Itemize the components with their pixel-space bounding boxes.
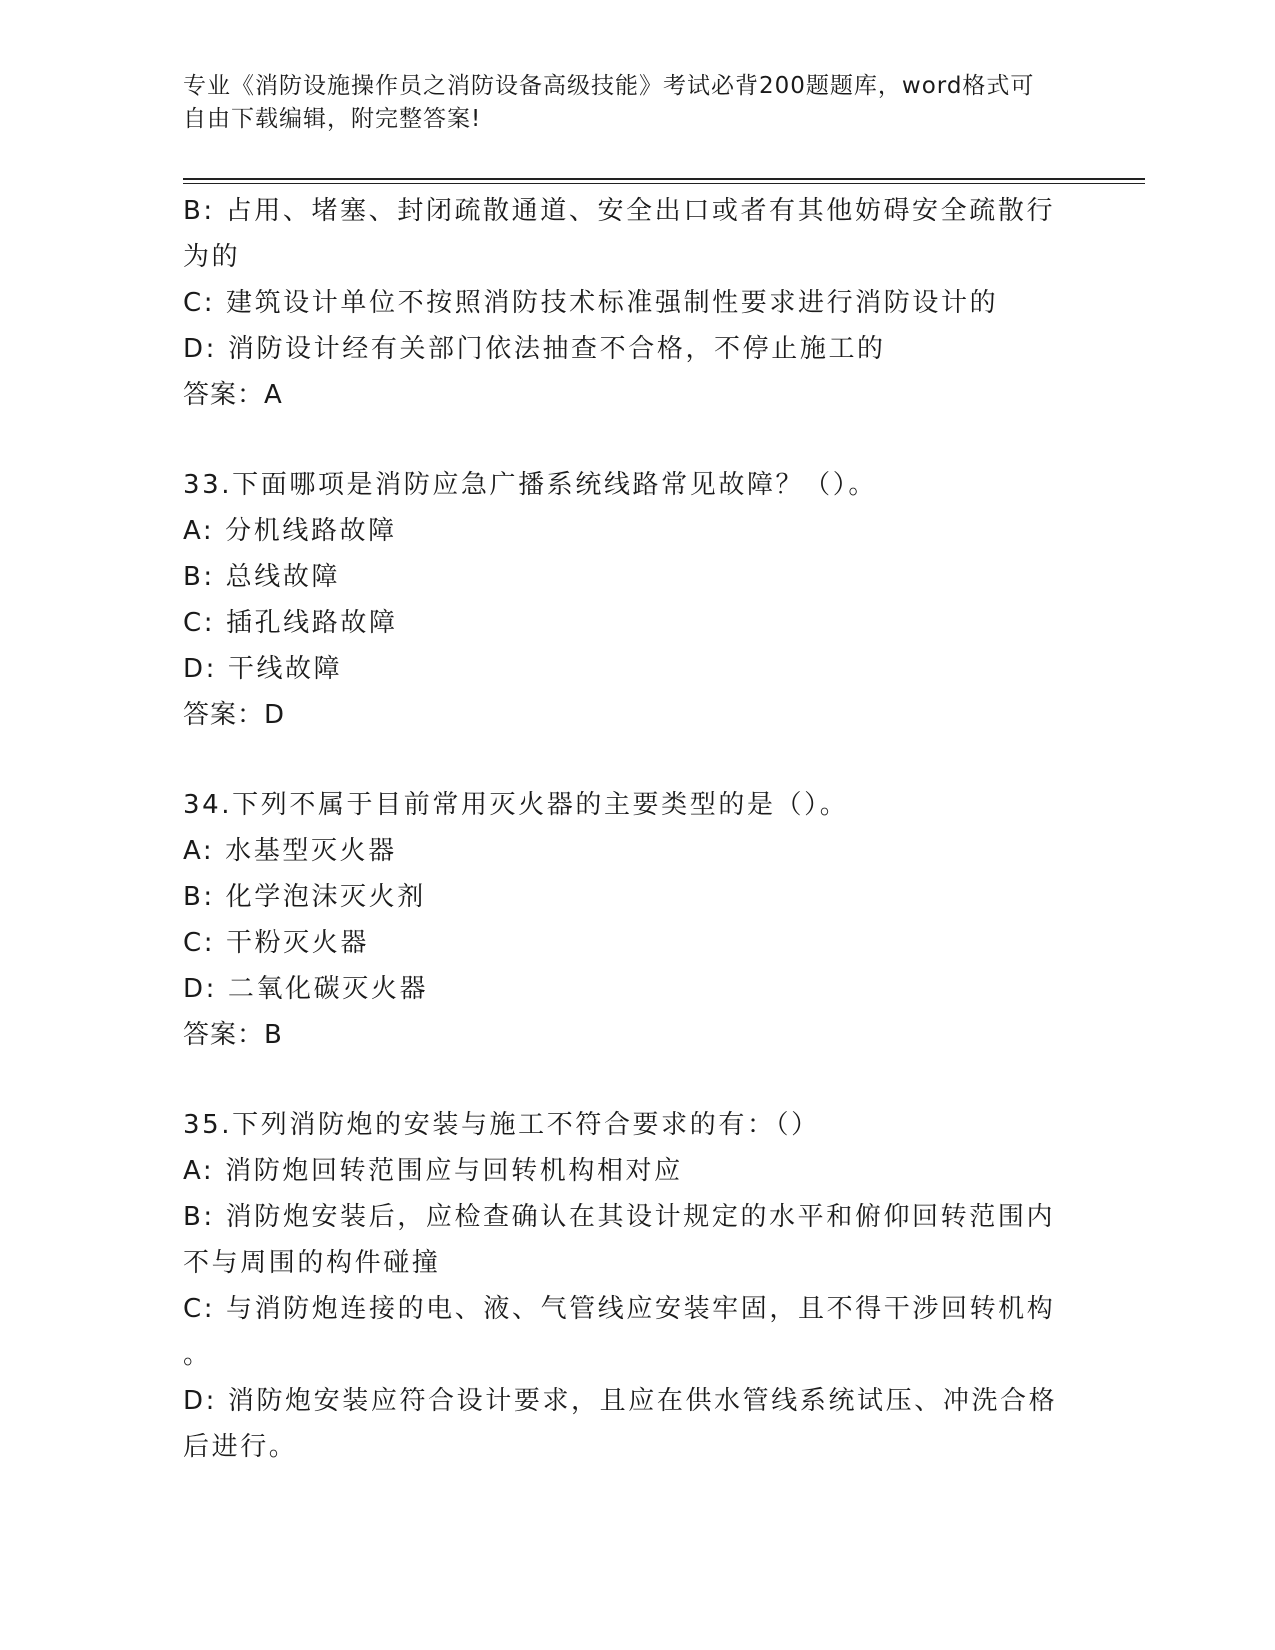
answer-line: 答案：D	[183, 700, 286, 730]
header-rule-thin	[183, 183, 1145, 184]
header-title-line-2: 自由下载编辑，附完整答案!	[183, 106, 482, 132]
question-list	[183, 188, 1083, 1470]
question-block-35	[183, 1102, 1083, 1470]
option-a: A: 分机线路故障	[183, 516, 397, 546]
option-c: C: 插孔线路故障	[183, 608, 398, 638]
option-d-line-2: 后进行。	[183, 1432, 298, 1462]
question-stem: 33.下面哪项是消防应急广播系统线路常见故障？（）。	[183, 470, 877, 500]
spacer	[183, 738, 1083, 782]
question-block-34	[183, 782, 1083, 1058]
option-b-line-2: 为的	[183, 242, 241, 272]
option-b: B: 总线故障	[183, 562, 341, 592]
answer-line: 答案：B	[183, 1020, 283, 1050]
option-d: D: 干线故障	[183, 654, 343, 684]
spacer	[183, 1058, 1083, 1102]
option-b-line-2: 不与周围的构件碰撞	[183, 1248, 441, 1278]
option-c-line-2: 。	[183, 1340, 212, 1370]
option-d: D: 消防设计经有关部门依法抽查不合格，不停止施工的	[183, 334, 886, 364]
page-header	[183, 70, 1063, 136]
answer-line: 答案：A	[183, 380, 283, 410]
question-block-33	[183, 462, 1083, 738]
option-d: D: 二氧化碳灭火器	[183, 974, 429, 1004]
option-b-line-1: B: 消防炮安装后，应检查确认在其设计规定的水平和俯仰回转范围内	[183, 1202, 1056, 1232]
spacer	[183, 418, 1083, 462]
option-a: A: 消防炮回转范围应与回转机构相对应	[183, 1156, 683, 1186]
question-stem: 34.下列不属于目前常用灭火器的主要类型的是（）。	[183, 790, 849, 820]
option-a: A: 水基型灭火器	[183, 836, 397, 866]
option-c-line-1: C: 与消防炮连接的电、液、气管线应安装牢固，且不得干涉回转机构	[183, 1294, 1056, 1324]
option-b: B: 化学泡沫灭火剂	[183, 882, 426, 912]
question-stem: 35.下列消防炮的安装与施工不符合要求的有：（）	[183, 1110, 820, 1140]
question-block-32	[183, 188, 1083, 418]
header-rule-thick	[183, 178, 1145, 180]
option-d-line-1: D: 消防炮安装应符合设计要求，且应在供水管线系统试压、冲洗合格	[183, 1386, 1058, 1416]
option-c: C: 干粉灭火器	[183, 928, 369, 958]
option-c: C: 建筑设计单位不按照消防技术标准强制性要求进行消防设计的	[183, 288, 999, 318]
option-b-line-1: B: 占用、堵塞、封闭疏散通道、安全出口或者有其他妨碍安全疏散行	[183, 196, 1056, 226]
header-title-line-1: 专业《消防设施操作员之消防设备高级技能》考试必背200题题库，word格式可	[183, 73, 1035, 99]
